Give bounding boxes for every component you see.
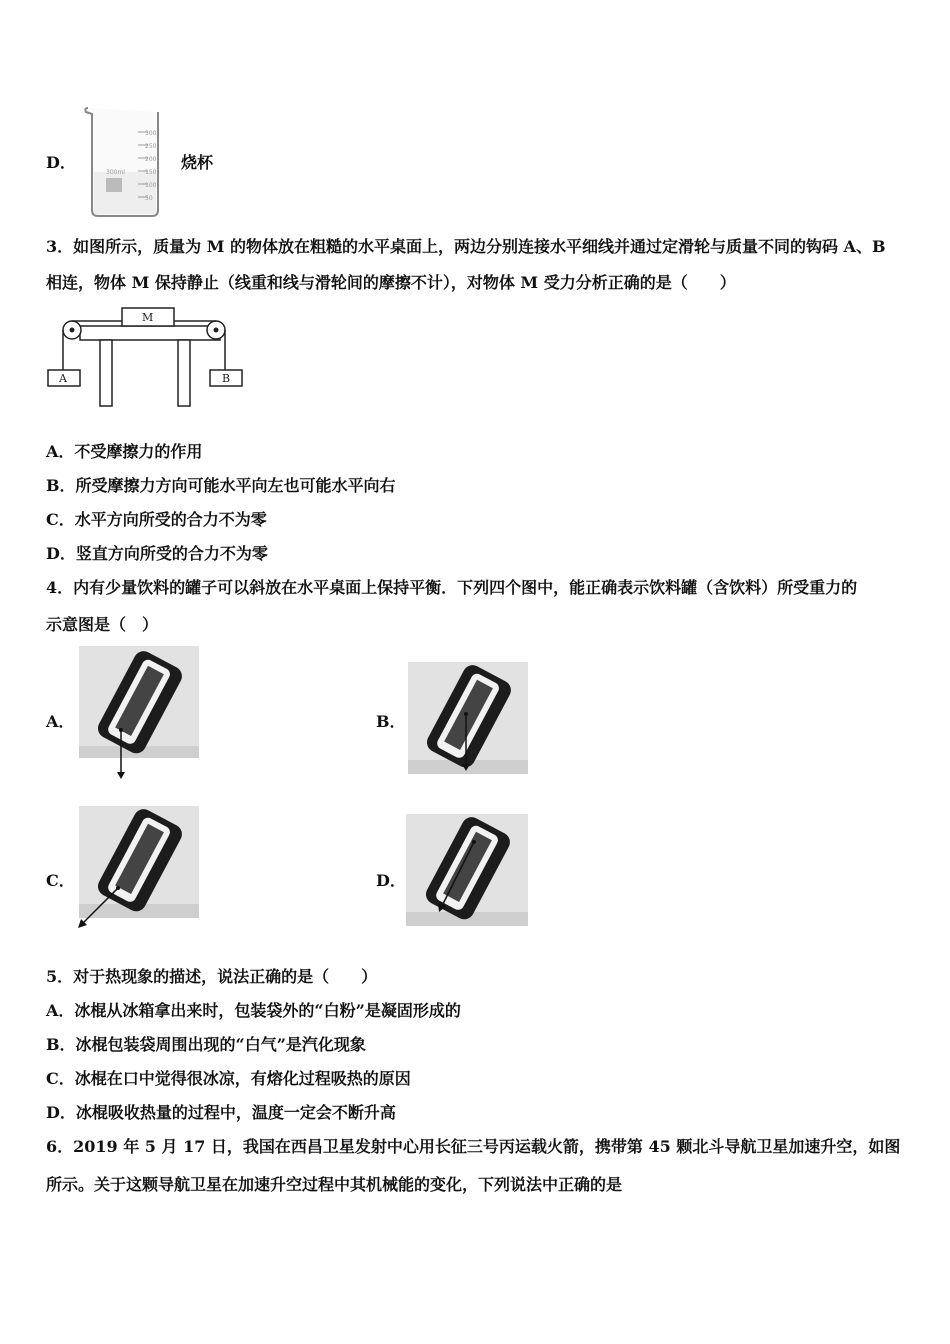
q6-stem-line1: 6．2019 年 5 月 17 日，我国在西昌卫星发射中心用长征三号丙运载火箭，携带第 45 颗北斗导航卫星加速升空，如图: [46, 1137, 901, 1156]
q4-stem-line1: 4．内有少量饮料的罐子可以斜放在水平桌面上保持平衡．下列四个图中，能正确表示饮料罐（含饮料）所受重力的: [46, 578, 858, 597]
q4-option-c-label: C．: [46, 871, 75, 890]
q5-stem: 5．对于热现象的描述，说法正确的是（ ）: [46, 967, 378, 986]
beaker-mark: 200: [145, 156, 157, 163]
can-figure-d: [406, 814, 528, 926]
beaker-mark: 250: [145, 143, 157, 150]
can-figure-c: [76, 806, 200, 930]
weight-b-label: B: [222, 372, 231, 385]
table-pulley-figure: [44, 304, 254, 412]
weight-a-label: A: [59, 372, 67, 385]
block-m-label: M: [142, 311, 154, 324]
beaker-volume-text: 300ml: [106, 169, 125, 176]
q4-option-a-label: A．: [46, 712, 75, 731]
can-figure-b: [408, 662, 528, 774]
q6-stem-line2: 所示。关于这颗导航卫星在加速升空过程中其机械能的变化，下列说法中正确的是: [46, 1175, 623, 1194]
q5-option-d: D．冰棍吸收热量的过程中，温度一定会不断升高: [46, 1103, 396, 1122]
q5-option-c: C．冰棍在口中觉得很冰凉，有熔化过程吸热的原因: [46, 1069, 411, 1088]
q3-stem-line2: 相连，物体 M 保持静止（线重和线与滑轮间的摩擦不计），对物体 M 受力分析正确的是（ ）: [46, 273, 736, 292]
q5-option-a: A．冰棍从冰箱拿出来时，包装袋外的“白粉”是凝固形成的: [46, 1001, 461, 1020]
beaker-mark: 300: [145, 130, 157, 137]
q3-stem-line1: 3．如图所示，质量为 M 的物体放在粗糙的水平桌面上，两边分别连接水平细线并通过定滑轮与质量不同的钩码 A、B: [46, 237, 886, 256]
option-d-label: D．: [46, 153, 76, 172]
q3-option-c: C．水平方向所受的合力不为零: [46, 510, 267, 529]
can-figure-a: [79, 646, 199, 780]
beaker-caption: 烧杯: [181, 153, 214, 172]
q3-option-b: B．所受摩擦力方向可能水平向左也可能水平向右: [46, 476, 396, 495]
beaker-mark: 50: [145, 195, 153, 202]
beaker-mark: 100: [145, 182, 157, 189]
q4-option-d-label: D．: [376, 871, 406, 890]
beaker-mark: 150: [145, 169, 157, 176]
q3-option-a: A．不受摩擦力的作用: [46, 442, 203, 461]
q5-option-b: B．冰棍包装袋周围出现的“白气”是汽化现象: [46, 1035, 366, 1054]
q4-stem-line2: 示意图是（ ）: [46, 615, 159, 634]
q3-option-d: D．竖直方向所受的合力不为零: [46, 544, 268, 563]
beaker-figure: [82, 102, 166, 220]
q4-option-b-label: B．: [376, 712, 406, 731]
